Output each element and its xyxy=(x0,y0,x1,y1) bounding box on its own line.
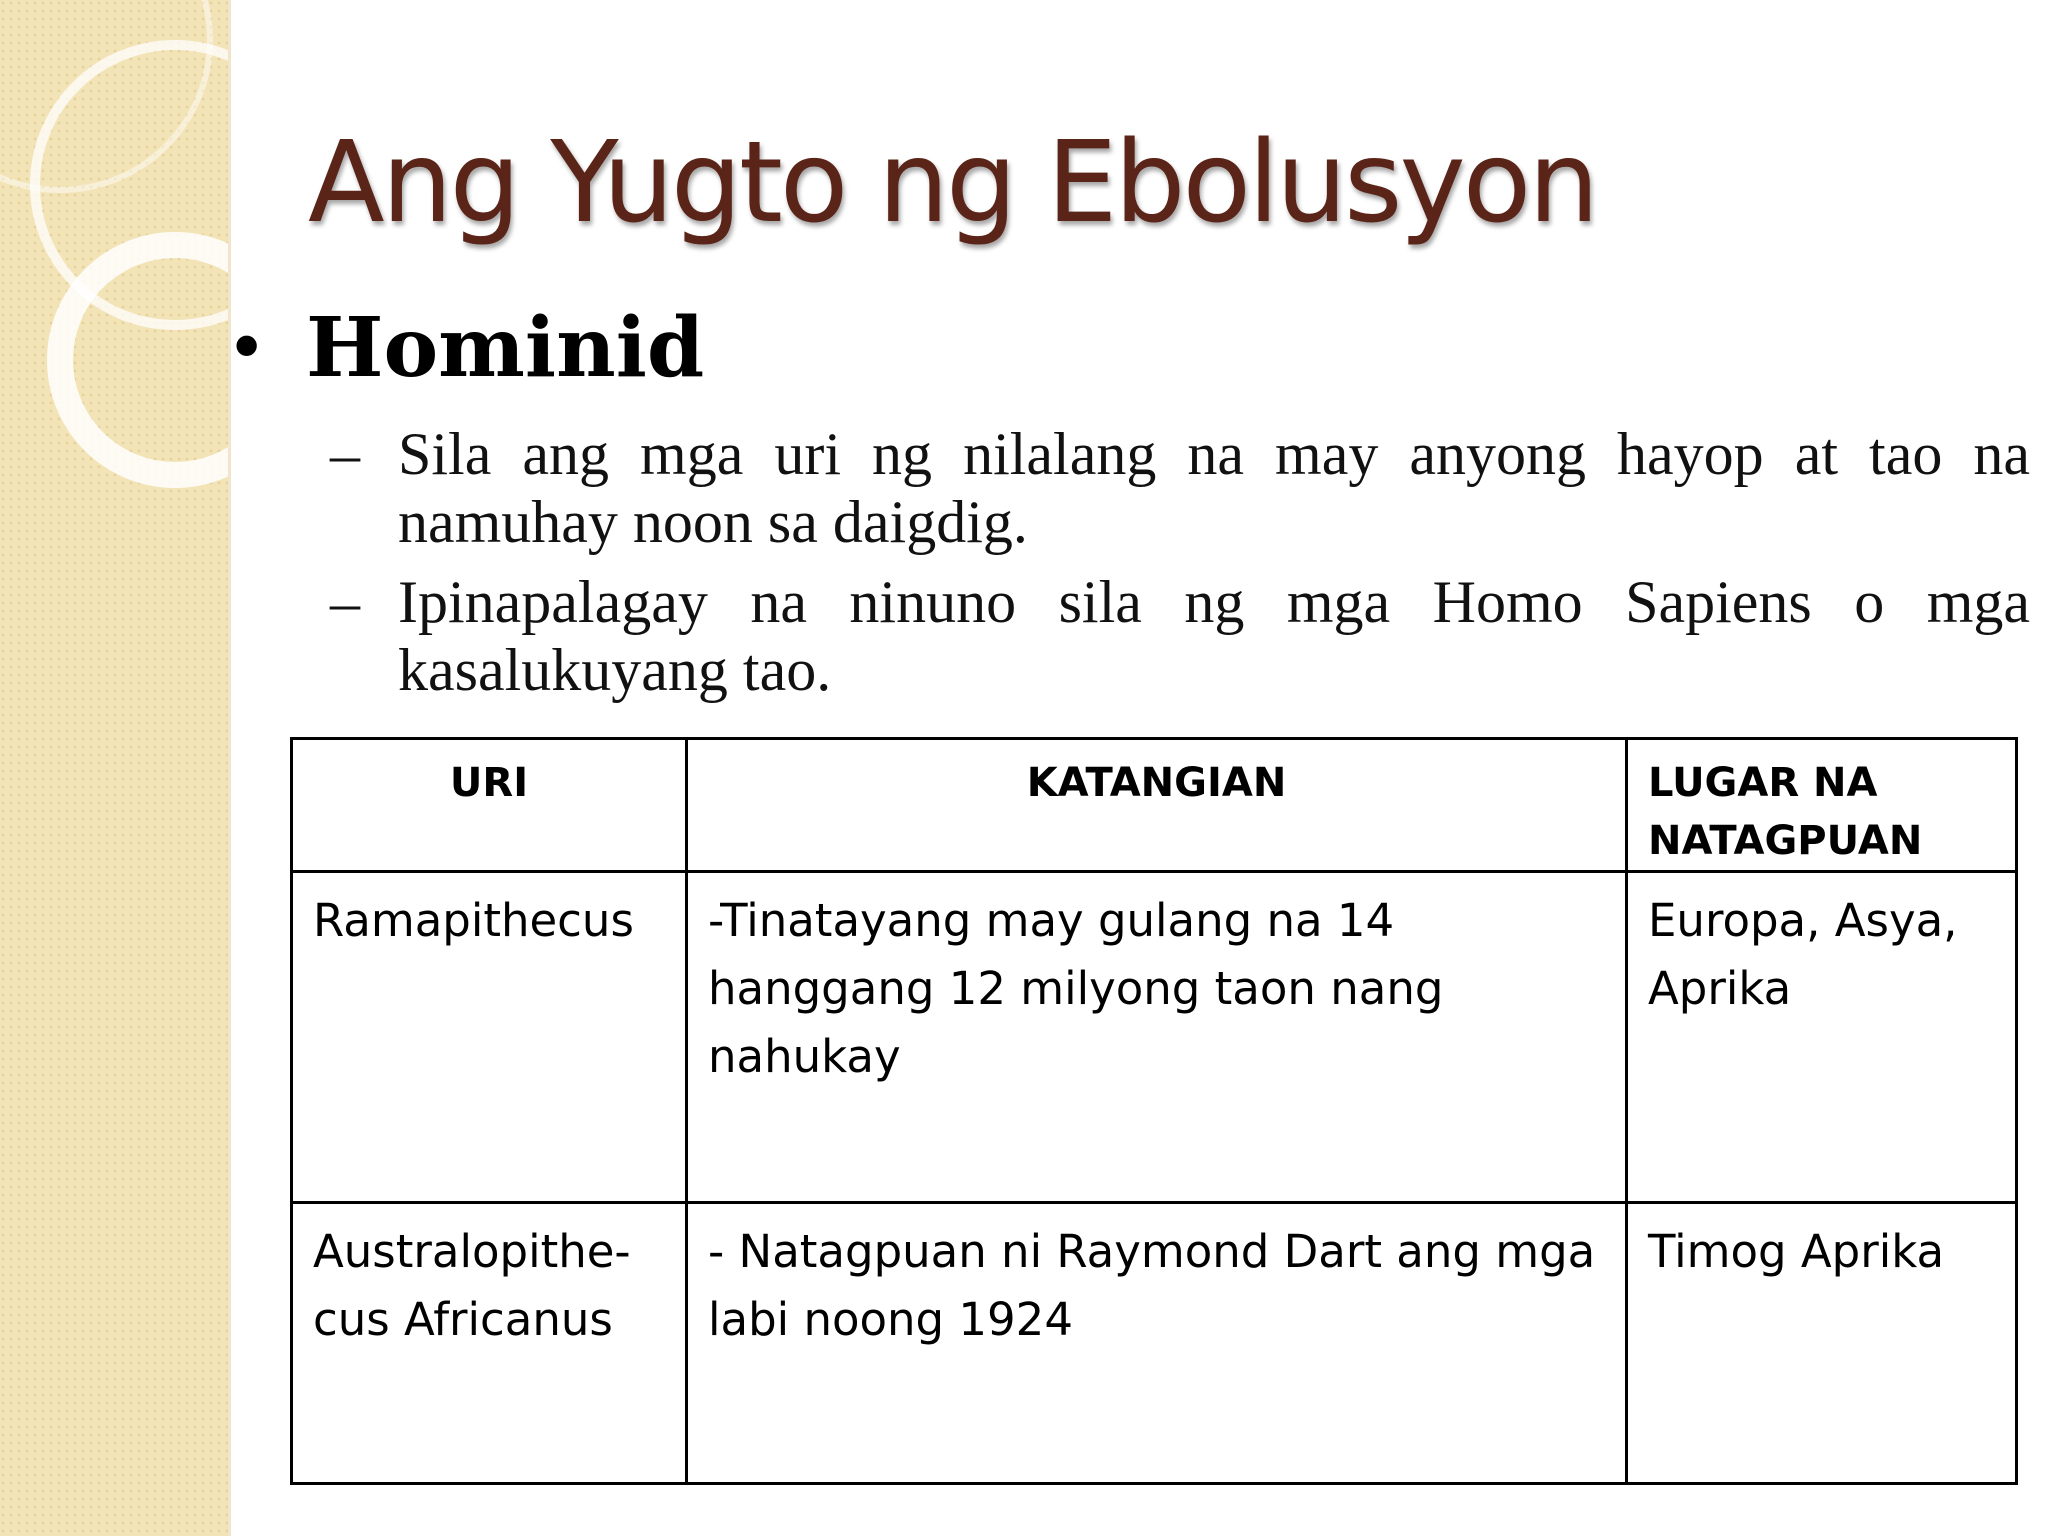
header-lugar: LUGAR NA NATAGPUAN xyxy=(1627,739,2017,872)
cell-uri: Australopithe-cus Africanus xyxy=(292,1203,687,1484)
cell-lugar: Europa, Asya, Aprika xyxy=(1627,872,2017,1203)
slide-title: Ang Yugto ng Ebolusyon xyxy=(308,118,1597,248)
bullet-heading: Hominid xyxy=(306,300,705,396)
cell-katangian: - Natagpuan ni Raymond Dart ang mga labi noong 1924 xyxy=(687,1203,1627,1484)
table-row xyxy=(292,1203,2017,1484)
header-uri: URI xyxy=(292,739,687,872)
ring-decoration xyxy=(0,0,228,1536)
sub-item-1 xyxy=(330,420,2030,556)
sub-item-text: Sila ang mga uri ng nilalang na may anyong hayop at tao na namuhay noon sa daigdig. xyxy=(398,421,2030,555)
bullet-hominid xyxy=(226,300,704,396)
decorative-sidebar xyxy=(0,0,231,1536)
cell-katangian: -Tinatayang may gulang na 14 hanggang 12 milyong taon nang nahukay xyxy=(687,872,1627,1203)
table-row xyxy=(292,872,2017,1203)
sub-item-2 xyxy=(330,568,2030,704)
hominid-table xyxy=(290,737,2018,1485)
cell-lugar: Timog Aprika xyxy=(1627,1203,2017,1484)
cell-uri: Ramapithecus xyxy=(292,872,687,1203)
table-header-row xyxy=(292,739,2017,872)
dash-icon: – xyxy=(330,569,360,635)
bullet-dot-icon: • xyxy=(226,307,268,389)
header-katangian: KATANGIAN xyxy=(687,739,1627,872)
dash-icon: – xyxy=(330,421,360,487)
sub-item-text: Ipinapalagay na ninuno sila ng mga Homo Sapiens o mga kasalukuyang tao. xyxy=(398,569,2030,703)
